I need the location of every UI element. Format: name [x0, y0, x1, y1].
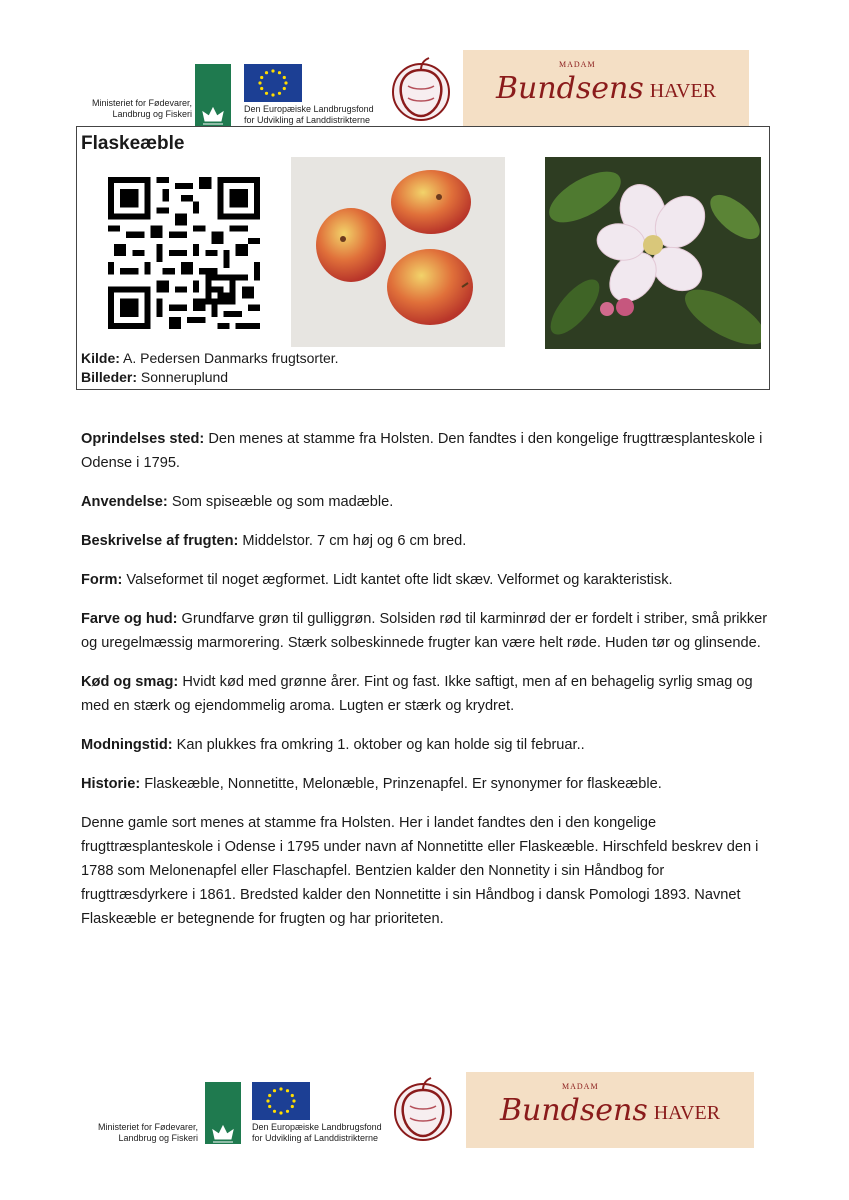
- section-text: Den menes at stamme fra Holsten. Den fandtes i den kongelige frugttræsplanteskole i Odense i 1795.: [81, 431, 763, 471]
- footer-logo-bar: [0, 1068, 849, 1148]
- section-text: Hvidt kød med grønne årer. Fint og fast. Ikke saftigt, men af en behagelig syrlig smag og med en stærk og ejendommelig aroma. Lugten er stærk og krydret.: [81, 674, 753, 714]
- section-origin: [81, 427, 771, 475]
- brand-madam: MADAM: [559, 60, 596, 69]
- section-text: Valseformet til noget ægformet. Lidt kantet ofte lidt skæv. Velformet og karakteristisk.: [126, 572, 673, 588]
- section-color-skin: [81, 607, 771, 655]
- section-text: Grundfarve grøn til gulliggrøn. Solsiden rød til karminrød der er fordelt i striber, små prikker og uregelmæssig marmorering. Stærk solbeskinnede frugter kan være helt røde. Huden tør og glinsende.: [81, 611, 768, 651]
- card-credits: [81, 349, 339, 387]
- eu-line-2: for Udvikling af Landdistrikterne: [252, 1133, 379, 1143]
- section-text: Flaskeæble, Nonnetitte, Melonæble, Prinzenapfel. Er synonymer for flaskeæble.: [144, 776, 662, 792]
- section-label: Anvendelse:: [81, 494, 168, 510]
- section-label: Modningstid:: [81, 737, 173, 753]
- eu-line-1: Den Europæiske Landbrugsfond: [244, 104, 374, 114]
- brand-logo: [463, 50, 749, 126]
- blossom-photo: [545, 157, 761, 349]
- section-fruit-description: [81, 529, 771, 553]
- page-title: Flaskeæble: [81, 133, 185, 154]
- source-line: [81, 349, 339, 368]
- apple-seal-icon: [388, 1072, 458, 1146]
- ministry-name: [86, 1122, 198, 1144]
- section-label: Oprindelses sted:: [81, 431, 205, 447]
- brand-logo: [466, 1072, 754, 1148]
- section-history: [81, 772, 771, 796]
- eu-fund-name: [252, 1122, 382, 1144]
- eu-flag-icon: [244, 64, 302, 102]
- brand-haver: HAVER: [649, 79, 717, 102]
- images-value: Sonneruplund: [140, 369, 229, 385]
- section-ripening: [81, 733, 771, 757]
- crown-emblem-icon: [195, 64, 231, 126]
- section-text: Som spiseæble og som madæble.: [171, 494, 394, 510]
- description-content: [81, 427, 771, 946]
- section-usage: [81, 490, 771, 514]
- section-label: Beskrivelse af frugten:: [81, 533, 239, 549]
- source-label: Kilde:: [81, 350, 120, 366]
- images-label: Billeder:: [81, 369, 138, 385]
- ministry-line-2: Landbrug og Fiskeri: [112, 109, 192, 119]
- brand-name: Bundsens: [495, 70, 644, 106]
- ministry-line-1: Ministeriet for Fødevarer,: [91, 98, 192, 108]
- source-value: A. Pedersen Danmarks frugtsorter.: [123, 350, 339, 366]
- ministry-line-1: Ministeriet for Fødevarer,: [97, 1122, 198, 1132]
- images-line: [81, 368, 339, 387]
- section-shape: [81, 568, 771, 592]
- section-text: Kan plukkes fra omkring 1. oktober og kan holde sig til februar..: [176, 737, 585, 753]
- eu-flag-icon: [252, 1082, 310, 1120]
- apple-seal-icon: [386, 52, 456, 126]
- eu-line-1: Den Europæiske Landbrugsfond: [252, 1122, 382, 1132]
- section-flesh-taste: [81, 670, 771, 718]
- brand-name: Bundsens: [499, 1092, 648, 1128]
- section-label: Kød og smag:: [81, 674, 179, 690]
- header-logo-bar: [0, 48, 849, 128]
- ministry-name: [80, 98, 192, 120]
- section-text: Middelstor. 7 cm høj og 6 cm bred.: [242, 533, 467, 549]
- section-label: Form:: [81, 572, 123, 588]
- history-paragraph: Denne gamle sort menes at stamme fra Holsten. Her i landet fandtes den i den kongelige frugttræsplanteskole i Odense i 1795 under navn af Nonnetitte eller Flaskeæble. Hirschfeld beskrev den i 1788 som Melonenapfel eller Flaschapfel. Bentzien kalder den Nonnetity i sin Håndbog for frugttræsdyrkere i 1861. Bredsted kalder den Nonnetitte i sin Håndbog i dansk Pomologi 1893. Navnet Flaskeæble er betegnende for frugten og har prioriteten.: [81, 815, 759, 927]
- section-label: Historie:: [81, 776, 141, 792]
- brand-madam: MADAM: [562, 1082, 599, 1091]
- qr-code-icon[interactable]: [108, 177, 260, 329]
- section-label: Farve og hud:: [81, 611, 178, 627]
- ministry-line-2: Landbrug og Fiskeri: [118, 1133, 198, 1143]
- eu-fund-name: [244, 104, 374, 126]
- variety-card: [76, 126, 770, 390]
- eu-line-2: for Udvikling af Landdistrikterne: [244, 115, 371, 125]
- apples-photo: [291, 157, 505, 347]
- brand-haver: HAVER: [653, 1101, 721, 1124]
- crown-emblem-icon: [205, 1082, 241, 1144]
